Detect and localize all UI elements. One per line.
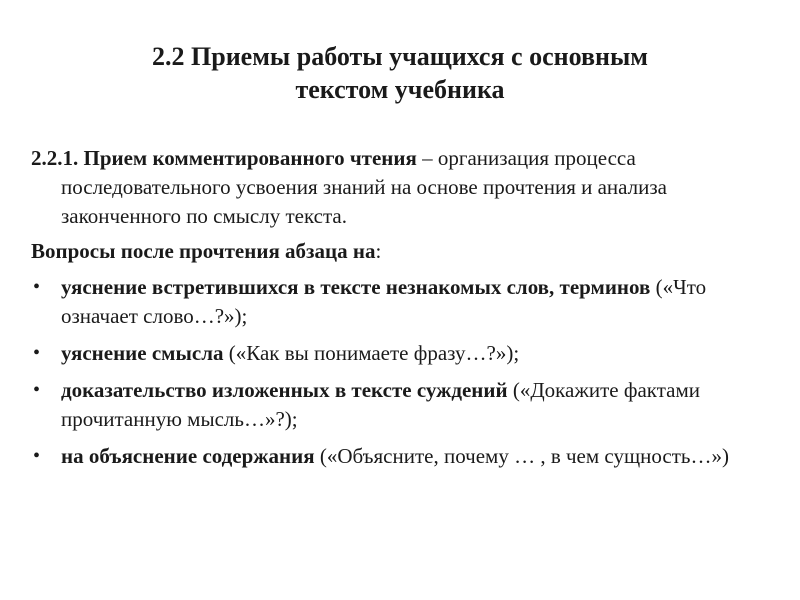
list-item bbox=[31, 442, 771, 471]
questions-intro-colon: : bbox=[375, 239, 382, 263]
list-item bbox=[31, 339, 771, 368]
bullet-icon: • bbox=[33, 342, 41, 364]
list-item-text: («Как вы понимаете фразу…?»); bbox=[223, 341, 520, 365]
definition-term: 2.2.1. Прием комментированного чтения bbox=[31, 146, 417, 170]
list-item-text: («Что означает слово…?»); bbox=[61, 275, 707, 328]
definition-paragraph bbox=[31, 144, 771, 231]
list-item bbox=[31, 376, 771, 434]
list-item-bold: уяснение смысла bbox=[61, 341, 224, 365]
bullet-icon: • bbox=[33, 445, 41, 467]
questions-intro-label: Вопросы после прочтения абзаца на bbox=[31, 239, 376, 263]
slide-content bbox=[31, 144, 771, 479]
slide-title-line-1: 2.2 Приемы работы учащихся с основным bbox=[152, 42, 648, 71]
questions-intro bbox=[31, 237, 771, 266]
list-item-text: («Докажите фактами прочитанную мысль…»?); bbox=[61, 378, 700, 431]
questions-list bbox=[31, 273, 771, 471]
list-item-text: («Объясните, почему … , в чем сущность…») bbox=[314, 444, 729, 468]
list-item-bold: на объяснение содержания bbox=[61, 444, 315, 468]
slide-title-line-2: текстом учебника bbox=[295, 75, 505, 104]
bullet-icon: • bbox=[33, 276, 41, 298]
slide-title bbox=[0, 40, 800, 106]
list-item bbox=[31, 273, 771, 331]
list-item-bold: доказательство изложенных в тексте суждений bbox=[61, 378, 508, 402]
definition-text: – организация процесса последовательного усвоения знаний на основе прочтения и анализа законченного по смыслу текста. bbox=[61, 146, 667, 228]
list-item-bold: уяснение встретившихся в тексте незнакомых слов, терминов bbox=[61, 275, 651, 299]
bullet-icon: • bbox=[33, 379, 41, 401]
